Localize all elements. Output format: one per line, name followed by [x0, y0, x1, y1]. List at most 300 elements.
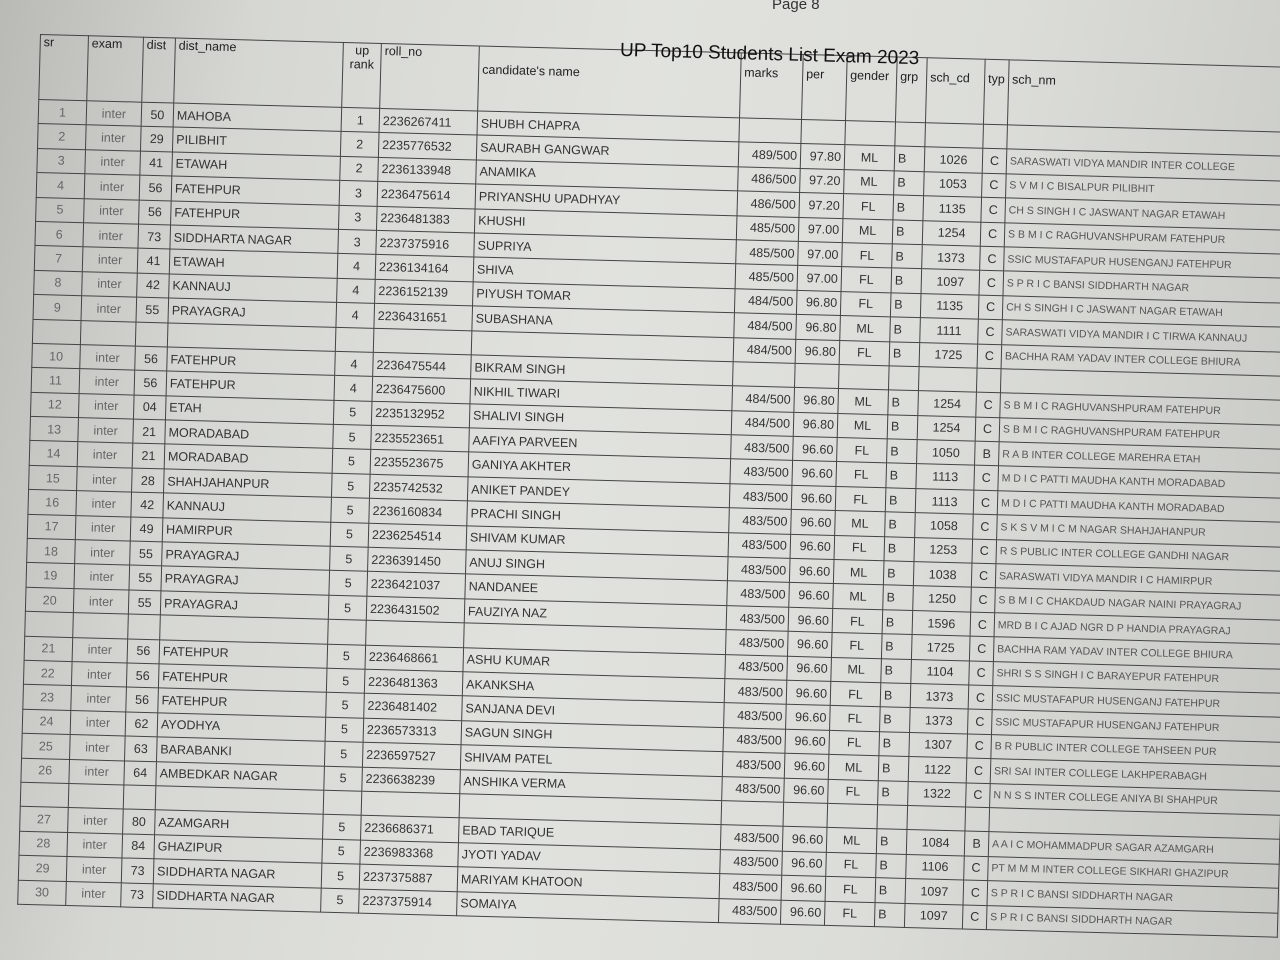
cell-up-rank: 3	[339, 181, 378, 206]
cell-dist-name: BARABANKI	[157, 737, 326, 766]
cell-per: 96.60	[782, 851, 827, 877]
cell-candidate-name: MARIYAM KHATOON	[457, 867, 720, 898]
cell-up-rank: 4	[335, 351, 374, 376]
cell-sr: 20	[25, 587, 74, 613]
cell-candidate-name: ANAMIKA	[476, 160, 739, 191]
cell-exam: inter	[66, 881, 122, 907]
cell-dist: 55	[128, 590, 161, 615]
cell-roll-no	[373, 328, 472, 355]
cell-sch-cd: 1026	[924, 147, 983, 173]
cell-sch-nm: S P R I C BANSI SIDDHARTH NAGAR	[987, 881, 1279, 913]
cell-dist-name: FATEHPUR	[167, 347, 336, 376]
cell-grp: B	[881, 634, 912, 659]
cell-candidate-name: NIKHIL TIWARI	[470, 379, 733, 410]
cell-grp	[877, 805, 908, 830]
cell-per: 96.60	[791, 510, 836, 536]
cell-candidate-name: SUPRIYA	[474, 233, 737, 264]
cell-gender: FL	[832, 608, 883, 634]
cell-sch-cd: 1113	[915, 488, 974, 514]
header-candidate-name: candidate's name	[478, 46, 742, 118]
cell-grp: B	[880, 707, 911, 732]
cell-roll-no: 2236431502	[366, 596, 465, 623]
cell-up-rank: 2	[340, 156, 379, 181]
cell-per: 97.00	[798, 241, 843, 267]
cell-sch-cd: 1135	[920, 293, 979, 319]
cell-grp: B	[889, 341, 920, 366]
cell-gender: ML	[833, 584, 884, 610]
cell-typ: C	[973, 490, 998, 515]
cell-sch-cd: 1104	[911, 659, 970, 685]
cell-sch-cd: 1373	[910, 684, 969, 710]
cell-sch-nm: PT M M M INTER COLLEGE SIKHARI GHAZIPUR	[988, 856, 1280, 888]
cell-typ: B	[964, 831, 989, 856]
cell-grp: B	[885, 512, 916, 537]
cell-sch-cd: 1106	[906, 854, 965, 880]
cell-candidate-name: SHIVAM PATEL	[460, 745, 723, 776]
cell-per: 96.60	[789, 558, 834, 584]
cell-marks: 484/500	[732, 386, 795, 412]
cell-dist-name: ETAWAH	[169, 249, 338, 278]
cell-sr: 3	[37, 148, 86, 174]
cell-exam: inter	[84, 174, 140, 200]
cell-up-rank: 3	[338, 229, 377, 254]
cell-sr: 6	[35, 221, 84, 247]
cell-dist-name: GHAZIPUR	[154, 834, 323, 863]
cell-up-rank: 2	[340, 132, 379, 157]
cell-sch-cd: 1254	[918, 391, 977, 417]
cell-dist-name: SIDDHARTA NAGAR	[170, 225, 339, 254]
cell-typ: C	[982, 149, 1007, 174]
cell-sr: 12	[30, 392, 79, 418]
cell-typ: B	[975, 441, 1000, 466]
cell-typ: C	[974, 466, 999, 491]
cell-per: 96.60	[790, 534, 835, 560]
cell-typ: C	[964, 856, 989, 881]
cell-roll-no: 2236152139	[375, 279, 474, 306]
cell-dist: 73	[138, 224, 171, 249]
cell-sr: 1	[38, 99, 87, 125]
cell-exam: inter	[83, 223, 139, 249]
header-sch-cd: sch_cd	[925, 58, 985, 124]
cell-per: 96.60	[787, 656, 832, 682]
cell-dist-name: SIDDHARTA NAGAR	[153, 859, 322, 888]
cell-sch-cd: 1250	[913, 586, 972, 612]
cell-sch-cd: 1058	[915, 513, 974, 539]
cell-per	[795, 363, 840, 389]
cell-marks	[721, 801, 784, 827]
cell-sch-nm: CH S SINGH I C JASWANT NAGAR ETAWAH	[1005, 198, 1280, 230]
cell-up-rank: 5	[333, 424, 372, 449]
cell-sr: 13	[30, 416, 79, 442]
cell-typ	[976, 368, 1001, 393]
cell-sch-cd: 1097	[905, 879, 964, 905]
cell-sch-cd: 1097	[921, 269, 980, 295]
cell-per: 97.00	[798, 217, 843, 243]
cell-gender: ML	[828, 755, 879, 781]
cell-grp: B	[890, 293, 921, 318]
cell-typ: C	[972, 539, 997, 564]
cell-typ: C	[968, 685, 993, 710]
cell-up-rank: 5	[321, 863, 360, 888]
cell-gender: FL	[828, 779, 879, 805]
cell-gender: FL	[824, 901, 875, 927]
cell-sch-nm: R A B INTER COLLEGE MAREHRA ETAH	[999, 442, 1280, 474]
cell-up-rank: 5	[324, 741, 363, 766]
cell-sch-cd: 1113	[916, 464, 975, 490]
cell-dist: 84	[122, 834, 155, 859]
cell-grp: B	[882, 610, 913, 635]
cell-typ	[983, 124, 1008, 149]
header-grp: grp	[895, 57, 927, 123]
cell-grp: B	[892, 244, 923, 269]
cell-sr	[25, 612, 74, 638]
cell-sch-nm: R S PUBLIC INTER COLLEGE GANDHI NAGAR	[996, 539, 1280, 571]
cell-candidate-name: PRIYANSHU UPADHYAY	[475, 184, 738, 215]
cell-typ: C	[962, 904, 987, 929]
cell-typ: C	[980, 246, 1005, 271]
cell-marks: 483/500	[729, 508, 792, 534]
cell-typ	[965, 807, 990, 832]
cell-exam: inter	[85, 150, 141, 176]
cell-dist-name: AZAMGARH	[155, 810, 324, 839]
cell-sch-nm: SSIC MUSTAFAPUR HUSENGANJ FATEHPUR	[991, 710, 1280, 742]
cell-up-rank: 4	[336, 302, 375, 327]
cell-sr: 8	[34, 270, 83, 296]
cell-roll-no: 2235132952	[371, 401, 470, 428]
cell-typ: C	[980, 222, 1005, 247]
cell-roll-no: 2236481402	[364, 694, 463, 721]
cell-exam	[73, 613, 129, 639]
cell-marks: 483/500	[724, 703, 787, 729]
cell-sr: 16	[28, 490, 77, 516]
cell-grp: B	[893, 195, 924, 220]
cell-sch-nm: B R PUBLIC INTER COLLEGE TAHSEEN PUR	[991, 734, 1280, 766]
cell-sr	[20, 782, 69, 808]
cell-exam: inter	[73, 588, 129, 614]
cell-grp: B	[881, 658, 912, 683]
cell-up-rank: 3	[338, 205, 377, 230]
cell-grp: B	[880, 683, 911, 708]
cell-candidate-name: AAFIYA PARVEEN	[469, 428, 732, 459]
cell-roll-no: 2236983368	[360, 840, 459, 867]
cell-gender	[845, 121, 896, 147]
cell-up-rank: 5	[326, 668, 365, 693]
cell-sch-nm: SARASWATI VIDYA MANDIR I C HAMIRPUR	[995, 564, 1280, 596]
cell-grp: B	[887, 415, 918, 440]
cell-up-rank: 5	[330, 546, 369, 571]
cell-dist: 73	[121, 858, 154, 883]
cell-sr: 30	[18, 880, 67, 906]
cell-marks: 483/500	[719, 874, 782, 900]
cell-candidate-name: KHUSHI	[474, 209, 737, 240]
cell-exam: inter	[86, 101, 142, 127]
cell-sch-cd: 1254	[917, 415, 976, 441]
cell-gender: ML	[837, 413, 888, 439]
cell-dist-name: PRAYAGRAJ	[160, 591, 329, 620]
cell-sch-nm: SARASWATI VIDYA MANDIR I C TIRWA KANNAUJ	[1002, 320, 1280, 352]
cell-dist: 42	[137, 273, 170, 298]
cell-sr	[32, 319, 81, 345]
cell-grp: B	[878, 780, 909, 805]
cell-roll-no: 2236638239	[362, 767, 461, 794]
cell-sch-cd: 1135	[923, 196, 982, 222]
cell-marks: 483/500	[727, 581, 790, 607]
cell-sch-cd: 1097	[904, 903, 963, 929]
cell-marks: 483/500	[725, 630, 788, 656]
cell-sr: 10	[32, 343, 81, 369]
cell-marks: 483/500	[723, 727, 786, 753]
cell-dist: 56	[127, 639, 160, 664]
cell-exam: inter	[71, 686, 127, 712]
cell-gender: FL	[825, 876, 876, 902]
cell-roll-no: 2236421037	[367, 572, 466, 599]
cell-gender: FL	[842, 243, 893, 269]
cell-exam: inter	[78, 393, 134, 419]
cell-per: 96.80	[796, 290, 841, 316]
cell-marks: 486/500	[737, 191, 800, 217]
cell-up-rank: 5	[323, 815, 362, 840]
cell-sr: 9	[33, 295, 82, 321]
cell-exam: inter	[70, 735, 126, 761]
cell-candidate-name: SHALIVI SINGH	[469, 404, 732, 435]
cell-candidate-name: SUBASHANA	[472, 306, 735, 337]
cell-sch-nm: S B M I C RAGHUVANSHPURAM FATEHPUR	[1000, 393, 1280, 425]
cell-gender: FL	[826, 852, 877, 878]
cell-marks: 485/500	[736, 215, 799, 241]
cell-marks: 483/500	[726, 605, 789, 631]
cell-typ: C	[971, 563, 996, 588]
cell-roll-no: 2235523675	[370, 450, 469, 477]
cell-grp: B	[874, 902, 905, 927]
cell-dist-name: ETAWAH	[172, 152, 341, 181]
cell-gender: FL	[839, 340, 890, 366]
cell-marks	[739, 118, 802, 144]
cell-roll-no: 2236686371	[361, 816, 460, 843]
document-title: UP Top10 Students List Exam 2023	[619, 39, 920, 70]
cell-marks	[733, 362, 796, 388]
cell-sch-cd: 1050	[917, 440, 976, 466]
cell-grp: B	[886, 463, 917, 488]
cell-roll-no: 2236431651	[374, 303, 473, 330]
cell-dist: 55	[129, 565, 162, 590]
cell-roll-no: 2236267411	[379, 108, 478, 135]
cell-sch-cd	[918, 367, 977, 393]
cell-sr: 27	[20, 807, 69, 833]
cell-dist: 64	[124, 761, 157, 786]
cell-dist-name: AMBEDKAR NAGAR	[156, 761, 325, 790]
cell-marks: 485/500	[735, 264, 798, 290]
cell-dist	[135, 322, 168, 347]
cell-gender: FL	[841, 267, 892, 293]
cell-marks: 484/500	[733, 337, 796, 363]
cell-sr: 26	[21, 758, 70, 784]
cell-candidate-name: FAUZIYA NAZ	[464, 599, 727, 630]
cell-sch-cd: 1253	[914, 537, 973, 563]
cell-sch-nm: SRI SAI INTER COLLEGE LAKHPERABAGH	[990, 759, 1280, 791]
cell-exam: inter	[76, 491, 132, 517]
cell-typ: C	[966, 758, 991, 783]
cell-roll-no: 2236391450	[368, 547, 467, 574]
cell-gender: ML	[833, 559, 884, 585]
cell-gender: FL	[840, 291, 891, 317]
cell-grp: B	[876, 853, 907, 878]
cell-typ: C	[967, 734, 992, 759]
cell-sch-nm: CH S SINGH I C JASWANT NAGAR ETAWAH	[1002, 296, 1280, 328]
cell-roll-no: 2236481363	[364, 669, 463, 696]
cell-sch-cd: 1254	[922, 220, 981, 246]
header-gender: gender	[846, 56, 898, 122]
cell-typ: C	[978, 295, 1003, 320]
cell-sch-cd: 1725	[919, 342, 978, 368]
cell-sch-cd: 1111	[920, 318, 979, 344]
cell-per: 96.80	[796, 315, 841, 341]
cell-sch-cd	[907, 805, 966, 831]
cell-dist-name: PILIBHIT	[172, 127, 341, 156]
cell-sch-nm: BACHHA RAM YADAV INTER COLLEGE BHIURA	[993, 637, 1280, 669]
cell-gender: ML	[838, 389, 889, 415]
cell-up-rank: 4	[337, 254, 376, 279]
cell-marks: 483/500	[718, 898, 781, 924]
cell-typ: C	[970, 612, 995, 637]
cell-roll-no: 2236160834	[369, 499, 468, 526]
cell-gender: ML	[831, 657, 882, 683]
cell-exam: inter	[75, 540, 131, 566]
cell-exam: inter	[81, 296, 137, 322]
cell-candidate-name: EBAD TARIQUE	[458, 818, 721, 849]
cell-grp: B	[892, 219, 923, 244]
cell-dist: 55	[136, 297, 169, 322]
cell-dist-name: HAMIRPUR	[162, 518, 331, 547]
cell-sr: 28	[19, 831, 68, 857]
cell-candidate-name: AKANKSHA	[462, 672, 725, 703]
cell-typ: C	[979, 271, 1004, 296]
cell-sch-cd: 1307	[909, 732, 968, 758]
cell-dist: 73	[121, 882, 154, 907]
cell-marks: 483/500	[730, 459, 793, 485]
cell-grp: B	[894, 171, 925, 196]
cell-candidate-name: SAURABH GANGWAR	[476, 135, 739, 166]
cell-marks: 489/500	[738, 142, 801, 168]
cell-sch-cd	[925, 123, 984, 149]
cell-candidate-name: ANUJ SINGH	[466, 550, 729, 581]
header-sr: sr	[39, 35, 89, 101]
cell-roll-no: 2237375916	[376, 230, 475, 257]
cell-sr: 4	[36, 173, 85, 199]
cell-grp: B	[883, 561, 914, 586]
cell-candidate-name: SHIVAM KUMAR	[466, 525, 729, 556]
cell-per: 97.20	[799, 193, 844, 219]
cell-marks: 483/500	[720, 825, 783, 851]
cell-grp: B	[879, 731, 910, 756]
cell-grp: B	[887, 439, 918, 464]
cell-candidate-name: ANIKET PANDEY	[467, 477, 730, 508]
cell-gender: FL	[837, 438, 888, 464]
cell-roll-no: 2235776532	[378, 133, 477, 160]
cell-sch-nm: S V M I C BISALPUR PILIBHIT	[1006, 174, 1280, 206]
cell-sch-nm: A A I C MOHAMMADPUR SAGAR AZAMGARH	[988, 832, 1280, 864]
cell-up-rank: 1	[341, 107, 380, 132]
cell-sch-nm: S P R I C BANSI SIDDHARTH NAGAR	[986, 905, 1278, 937]
cell-exam: inter	[70, 710, 126, 736]
page-number: Page 8	[772, 0, 820, 13]
cell-roll-no: 2236481383	[376, 206, 475, 233]
cell-exam: inter	[74, 564, 130, 590]
cell-up-rank: 5	[328, 595, 367, 620]
cell-dist: 21	[132, 444, 165, 469]
cell-dist: 56	[139, 175, 172, 200]
cell-sch-cd: 1322	[908, 781, 967, 807]
cell-dist: 56	[139, 200, 172, 225]
cell-sch-nm: SSIC MUSTAFAPUR HUSENGANJ FATEHPUR	[1004, 247, 1280, 279]
cell-sr: 15	[29, 465, 78, 491]
cell-typ: C	[967, 709, 992, 734]
cell-up-rank: 5	[329, 571, 368, 596]
cell-marks: 486/500	[738, 167, 801, 193]
cell-per: 97.20	[800, 168, 845, 194]
cell-dist: 49	[130, 517, 163, 542]
cell-sch-nm: M D I C PATTI MAUDHA KANTH MORADABAD	[998, 466, 1280, 498]
cell-sr: 29	[18, 855, 67, 881]
cell-per: 96.60	[784, 778, 829, 804]
cell-dist-name: KANNAUJ	[163, 493, 332, 522]
cell-per: 96.60	[786, 705, 831, 731]
cell-grp	[895, 122, 926, 147]
results-table	[17, 34, 1280, 938]
cell-sr: 22	[23, 660, 72, 686]
cell-per: 96.60	[784, 753, 829, 779]
cell-dist: 56	[134, 370, 167, 395]
cell-sr: 21	[24, 636, 73, 662]
cell-exam: inter	[77, 442, 133, 468]
cell-up-rank: 5	[327, 644, 366, 669]
cell-roll-no: 2236597527	[362, 742, 461, 769]
cell-sch-nm: MRD B I C AJAD NGR D P HANDIA PRAYAGRAJ	[994, 613, 1280, 645]
cell-sr: 19	[26, 563, 75, 589]
cell-sr: 7	[34, 246, 83, 272]
cell-gender: FL	[843, 194, 894, 220]
cell-sch-cd: 1373	[910, 708, 969, 734]
cell-dist	[123, 785, 156, 810]
cell-sch-nm: SHRI S S SINGH I C BARAYEPUR FATEHPUR	[993, 661, 1280, 693]
cell-exam: inter	[77, 466, 133, 492]
cell-candidate-name: ANSHIKA VERMA	[460, 769, 723, 800]
table-body	[18, 99, 1280, 937]
cell-gender	[838, 364, 889, 390]
cell-marks: 483/500	[727, 557, 790, 583]
cell-grp: B	[884, 536, 915, 561]
cell-exam: inter	[66, 857, 122, 883]
cell-roll-no	[366, 620, 465, 647]
cell-marks: 483/500	[731, 435, 794, 461]
cell-dist-name: FATEHPUR	[158, 688, 327, 717]
cell-up-rank	[323, 790, 362, 815]
cell-grp: B	[878, 756, 909, 781]
cell-dist: 29	[140, 127, 173, 152]
results-table-wrapper	[17, 34, 1280, 938]
cell-sr: 23	[23, 685, 72, 711]
cell-dist: 55	[130, 541, 163, 566]
cell-grp: B	[888, 390, 919, 415]
cell-candidate-name: ASHU KUMAR	[463, 647, 726, 678]
cell-up-rank	[335, 327, 374, 352]
cell-per: 97.00	[797, 266, 842, 292]
cell-sr: 18	[27, 538, 76, 564]
cell-dist-name: FATEHPUR	[166, 371, 335, 400]
cell-typ: C	[969, 636, 994, 661]
cell-gender: FL	[834, 535, 885, 561]
cell-sch-nm: S B M I C RAGHUVANSHPURAM FATEHPUR	[999, 417, 1280, 449]
cell-marks: 484/500	[734, 289, 797, 315]
